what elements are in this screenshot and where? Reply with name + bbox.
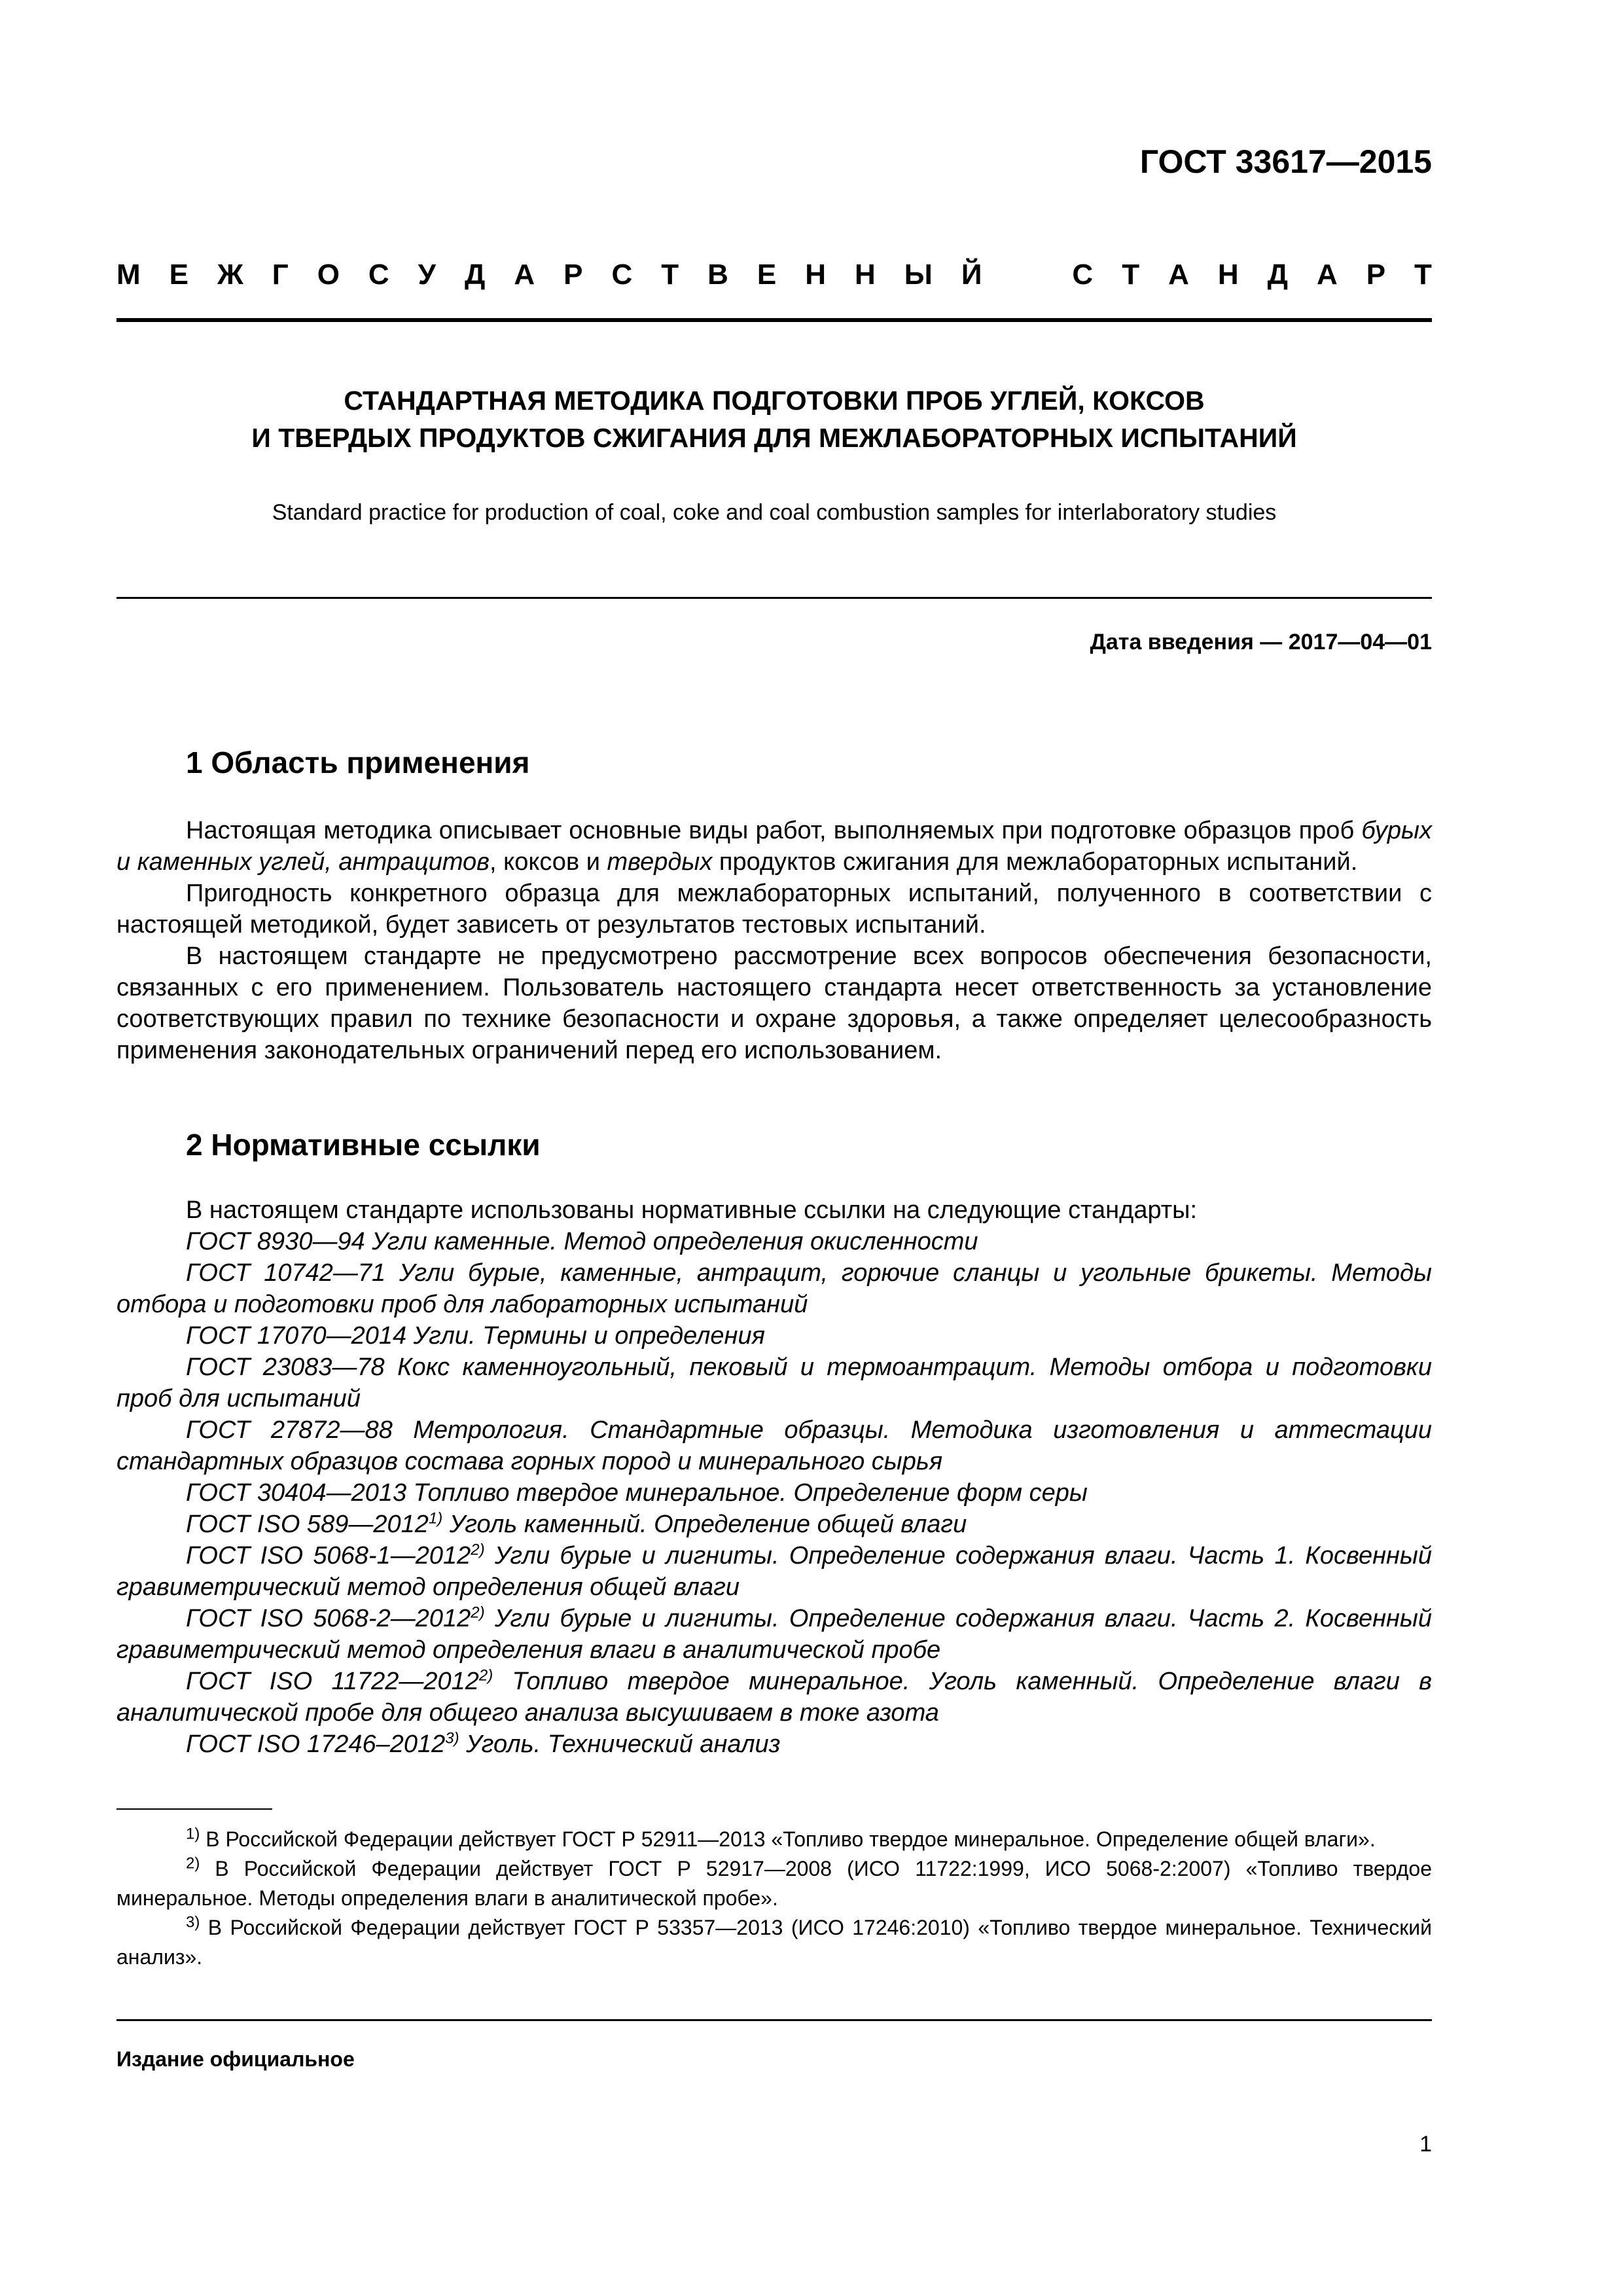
- banner-letter: У: [418, 259, 437, 291]
- banner-letter: Р: [563, 259, 583, 291]
- banner-letter: С: [1072, 259, 1094, 291]
- reference-item: ГОСТ ISO 17246–2012$^{3)}$ Уголь. Технический анализ: [186, 1729, 781, 1758]
- reference-item: ГОСТ 23083—78 Кокс каменноугольный, пековый и термоантрацит. Методы отбора и подготовки проб для испытаний: [116, 1354, 1432, 1412]
- section-2-heading: 2 Нормативные ссылки: [186, 1128, 541, 1162]
- banner-letter: А: [514, 259, 535, 291]
- banner-letter: Н: [855, 259, 876, 291]
- document-number: ГОСТ 33617—2015: [1139, 143, 1432, 180]
- header-rule: [116, 318, 1432, 322]
- introduction-date: Дата введения — 2017—04—01: [1090, 630, 1432, 655]
- banner-letter: Ы: [904, 259, 933, 291]
- english-title: Standard practice for production of coal, coke and coal combustion samples for interlaboratory studies: [272, 500, 1277, 525]
- banner-letter: Т: [1122, 259, 1140, 291]
- banner-letter: Е: [169, 259, 188, 291]
- banner-letter: Н: [805, 259, 827, 291]
- section-2-body: [116, 1194, 1432, 1760]
- reference-item: ГОСТ ISO 5068-2—2012$^{2)}$ Угли бурые и лигниты. Определение содержания влаги. Часть 2. Косвенный гравиметрический метод определения влаги в аналитической пробе: [116, 1604, 1433, 1664]
- section-1-paragraph-2: Пригодность конкретного образца для межлабораторных испытаний, полученного в соответствии с настоящей методикой, будет зависеть от результатов тестовых испытаний.: [116, 880, 1432, 939]
- reference-item: ГОСТ 30404—2013 Топливо твердое минеральное. Определение форм серы: [186, 1479, 1088, 1507]
- section-1-paragraph-3: В настоящем стандарте не предусмотрено рассмотрение всех вопросов обеспечения безопасности, связанных с его применением. Пользователь настоящего стандарта несет ответственность за установление соответствующих правил по технике безопасности и охране здоровья, а также определяет целесообразность применения законодательных ограничений перед его использованием.: [116, 942, 1432, 1064]
- title-line-1: СТАНДАРТНАЯ МЕТОДИКА ПОДГОТОВКИ ПРОБ УГЛЕЙ, КОКСОВ: [344, 386, 1205, 416]
- footer-rule: [116, 2019, 1432, 2021]
- footnote-marker: 2): [478, 1666, 493, 1685]
- section-1-body: [116, 815, 1432, 1066]
- banner-letter: С: [368, 259, 389, 291]
- section-1-paragraph-1: Настоящая методика описывает основные виды работ, выполняемых при подготовке образцов проб бурых и каменных углей, антрацитов, коксов и твердых продуктов сжигания для межлабораторных испытаний.: [116, 817, 1432, 876]
- word-gap: [1010, 255, 1043, 295]
- reference-item: ГОСТ ISO 589—2012$^{1)}$ Уголь каменный. Определение общей влаги: [186, 1509, 967, 1538]
- reference-item: ГОСТ ISO 11722—2012$^{2)}$ Топливо твердое минеральное. Уголь каменный. Определение влаги в аналитической пробе для общего анализа высушиваем в токе азота: [116, 1666, 1432, 1727]
- reference-item: ГОСТ ISO 5068-1—2012$^{2)}$ Угли бурые и лигниты. Определение содержания влаги. Часть 1. Косвенный гравиметрический метод определения общей влаги: [116, 1541, 1433, 1601]
- footnote-marker: 1): [428, 1509, 443, 1528]
- banner-letter: О: [317, 259, 340, 291]
- references-intro: В настоящем стандарте использованы нормативные ссылки на следующие стандарты:: [186, 1196, 1198, 1224]
- official-edition-label: Издание официальное: [116, 2047, 355, 2071]
- banner-letter: А: [1168, 259, 1189, 291]
- footnote-marker: 2): [471, 1541, 485, 1559]
- banner-letter: Д: [465, 259, 486, 291]
- banner-letter: Й: [961, 259, 982, 291]
- banner-letter: Д: [1267, 259, 1288, 291]
- interstate-standard-banner: [116, 255, 1432, 295]
- banner-letter: Ж: [217, 259, 243, 291]
- banner-letter: Н: [1217, 259, 1239, 291]
- banner-letter: М: [116, 259, 141, 291]
- page-number: 1: [1419, 2132, 1432, 2157]
- banner-letter: В: [707, 259, 728, 291]
- banner-letter: Т: [1414, 259, 1432, 291]
- banner-letter: А: [1316, 259, 1338, 291]
- reference-item: ГОСТ 10742—71 Угли бурые, каменные, антрацит, горючие сланцы и угольные брикеты. Методы отбора и подготовки проб для лабораторных испытаний: [116, 1259, 1432, 1318]
- footnote: $^{3)}$ В Российской Федерации действует ГОСТ Р 53357—2013 (ИСО 17246:2010) «Топливо твердое минеральное. Технический анализ».: [116, 1913, 1432, 1969]
- footnote-marker: 2): [471, 1604, 485, 1622]
- reference-item: ГОСТ 8930—94 Угли каменные. Метод определения окисленности: [186, 1228, 978, 1255]
- banner-letter: Г: [272, 259, 289, 291]
- footnote: $^{1)}$ В Российской Федерации действует ГОСТ Р 52911—2013 «Топливо твердое минеральное. Определение общей влаги».: [186, 1825, 1376, 1851]
- footnote-separator: [116, 1808, 272, 1810]
- banner-letter: С: [611, 259, 633, 291]
- section-1-heading: 1 Область применения: [186, 745, 530, 780]
- title-line-2: И ТВЕРДЫХ ПРОДУКТОВ СЖИГАНИЯ ДЛЯ МЕЖЛАБОРАТОРНЫХ ИСПЫТАНИЙ: [251, 423, 1297, 453]
- footnotes: [116, 1825, 1432, 1972]
- title-rule: [116, 597, 1432, 599]
- banner-letter: Р: [1366, 259, 1386, 291]
- reference-item: ГОСТ 17070—2014 Угли. Термины и определения: [186, 1322, 765, 1350]
- banner-letter: Е: [757, 259, 777, 291]
- banner-letter: Т: [661, 259, 679, 291]
- reference-item: ГОСТ 27872—88 Метрология. Стандартные образцы. Методика изготовления и аттестации стандартных образцов состава горных пород и минерального сырья: [116, 1416, 1432, 1475]
- footnote: $^{2)}$ В Российской Федерации действует ГОСТ Р 52917—2008 (ИСО 11722:1999, ИСО 5068-2:2007) «Топливо твердое минеральное. Методы определения влаги в аналитической пробе».: [116, 1854, 1432, 1910]
- footnote-marker: 3): [445, 1729, 459, 1748]
